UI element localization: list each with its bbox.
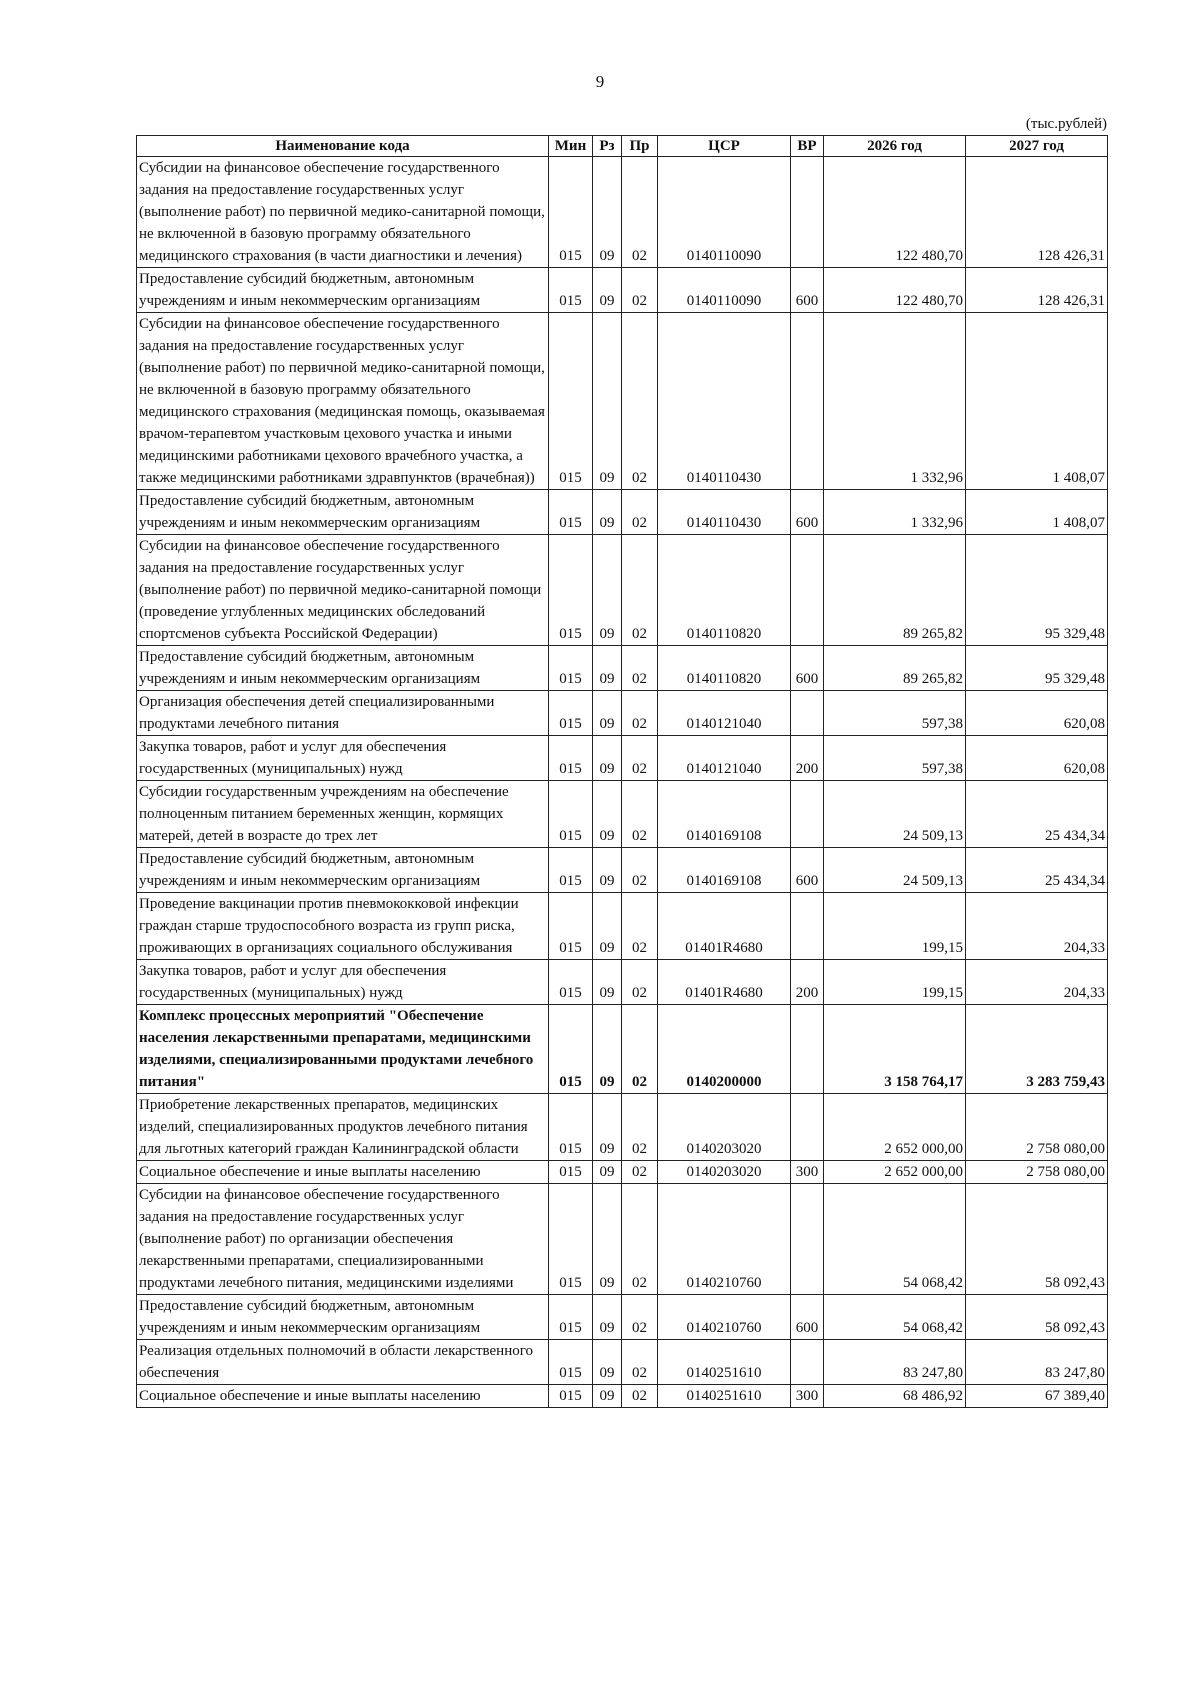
table-row xyxy=(137,1184,1108,1295)
table-row xyxy=(137,535,1108,646)
cell-vr: 200 xyxy=(791,736,824,781)
table-row xyxy=(137,313,1108,490)
cell-pr: 02 xyxy=(622,535,658,646)
cell-2027: 620,08 xyxy=(966,691,1108,736)
cell-rz: 09 xyxy=(593,1295,622,1340)
cell-rz: 09 xyxy=(593,1094,622,1161)
cell-vr xyxy=(791,157,824,268)
cell-min: 015 xyxy=(549,646,593,691)
cell-csr: 0140251610 xyxy=(658,1385,791,1408)
cell-pr: 02 xyxy=(622,691,658,736)
cell-min: 015 xyxy=(549,268,593,313)
cell-min: 015 xyxy=(549,960,593,1005)
cell-min: 015 xyxy=(549,1295,593,1340)
cell-pr: 02 xyxy=(622,736,658,781)
cell-2027: 58 092,43 xyxy=(966,1184,1108,1295)
cell-pr: 02 xyxy=(622,960,658,1005)
cell-vr: 200 xyxy=(791,960,824,1005)
cell-rz: 09 xyxy=(593,535,622,646)
cell-rz: 09 xyxy=(593,490,622,535)
cell-name: Закупка товаров, работ и услуг для обеспечения государственных (муниципальных) нужд xyxy=(137,736,549,781)
cell-2026: 89 265,82 xyxy=(824,646,966,691)
cell-min: 015 xyxy=(549,490,593,535)
cell-2026: 3 158 764,17 xyxy=(824,1005,966,1094)
cell-vr xyxy=(791,1005,824,1094)
cell-2026: 199,15 xyxy=(824,893,966,960)
cell-2027: 2 758 080,00 xyxy=(966,1094,1108,1161)
cell-csr: 0140121040 xyxy=(658,736,791,781)
header-min: Мин xyxy=(549,136,593,157)
cell-2027: 128 426,31 xyxy=(966,157,1108,268)
cell-csr: 01401R4680 xyxy=(658,893,791,960)
cell-vr xyxy=(791,313,824,490)
cell-rz: 09 xyxy=(593,646,622,691)
cell-rz: 09 xyxy=(593,1385,622,1408)
cell-vr xyxy=(791,1184,824,1295)
cell-2026: 24 509,13 xyxy=(824,781,966,848)
cell-pr: 02 xyxy=(622,781,658,848)
cell-2026: 122 480,70 xyxy=(824,268,966,313)
table-row xyxy=(137,1161,1108,1184)
cell-pr: 02 xyxy=(622,313,658,490)
cell-2026: 54 068,42 xyxy=(824,1295,966,1340)
header-pr: Пр xyxy=(622,136,658,157)
cell-min: 015 xyxy=(549,157,593,268)
cell-2027: 204,33 xyxy=(966,960,1108,1005)
cell-vr xyxy=(791,893,824,960)
cell-2026: 83 247,80 xyxy=(824,1340,966,1385)
cell-pr: 02 xyxy=(622,490,658,535)
cell-vr xyxy=(791,1094,824,1161)
cell-pr: 02 xyxy=(622,1161,658,1184)
cell-name: Социальное обеспечение и иные выплаты населению xyxy=(137,1161,549,1184)
cell-rz: 09 xyxy=(593,1340,622,1385)
cell-2027: 83 247,80 xyxy=(966,1340,1108,1385)
cell-csr: 0140200000 xyxy=(658,1005,791,1094)
cell-rz: 09 xyxy=(593,157,622,268)
cell-2026: 597,38 xyxy=(824,736,966,781)
cell-rz: 09 xyxy=(593,736,622,781)
cell-name: Проведение вакцинации против пневмококковой инфекции граждан старше трудоспособного возраста из групп риска, проживающих в организациях социального обслуживания xyxy=(137,893,549,960)
cell-2026: 68 486,92 xyxy=(824,1385,966,1408)
cell-2027: 95 329,48 xyxy=(966,535,1108,646)
table-row xyxy=(137,490,1108,535)
cell-pr: 02 xyxy=(622,848,658,893)
header-row xyxy=(137,136,1108,157)
table-row xyxy=(137,1005,1108,1094)
header-2026: 2026 год xyxy=(824,136,966,157)
cell-pr: 02 xyxy=(622,1385,658,1408)
cell-min: 015 xyxy=(549,1005,593,1094)
cell-2027: 67 389,40 xyxy=(966,1385,1108,1408)
cell-rz: 09 xyxy=(593,960,622,1005)
header-csr: ЦСР xyxy=(658,136,791,157)
page-number: 9 xyxy=(595,72,605,91)
cell-name: Реализация отдельных полномочий в области лекарственного обеспечения xyxy=(137,1340,549,1385)
cell-2027: 25 434,34 xyxy=(966,781,1108,848)
cell-min: 015 xyxy=(549,1385,593,1408)
cell-rz: 09 xyxy=(593,781,622,848)
header-name: Наименование кода xyxy=(137,136,549,157)
cell-rz: 09 xyxy=(593,1005,622,1094)
cell-2026: 24 509,13 xyxy=(824,848,966,893)
cell-csr: 0140110090 xyxy=(658,157,791,268)
cell-csr: 0140110820 xyxy=(658,535,791,646)
cell-rz: 09 xyxy=(593,1161,622,1184)
cell-csr: 0140110820 xyxy=(658,646,791,691)
table-row xyxy=(137,781,1108,848)
cell-vr: 600 xyxy=(791,1295,824,1340)
cell-rz: 09 xyxy=(593,893,622,960)
cell-name: Субсидии государственным учреждениям на обеспечение полноценным питанием беременных женщин, кормящих матерей, детей в возрасте до трех лет xyxy=(137,781,549,848)
cell-name: Субсидии на финансовое обеспечение государственного задания на предоставление государственных услуг (выполнение работ) по организации обеспечения лекарственными препаратами, специализированными продуктами лечебного питания, медицинскими изделиями xyxy=(137,1184,549,1295)
cell-name: Предоставление субсидий бюджетным, автономным учреждениям и иным некоммерческим организациям xyxy=(137,646,549,691)
cell-2026: 2 652 000,00 xyxy=(824,1161,966,1184)
table-row xyxy=(137,691,1108,736)
cell-min: 015 xyxy=(549,736,593,781)
cell-vr xyxy=(791,691,824,736)
cell-name: Комплекс процессных мероприятий "Обеспечение населения лекарственными препаратами, медицинскими изделиями, специализированными продуктами лечебного питания" xyxy=(137,1005,549,1094)
cell-2026: 89 265,82 xyxy=(824,535,966,646)
header-rz: Рз xyxy=(593,136,622,157)
cell-csr: 0140169108 xyxy=(658,781,791,848)
cell-csr: 0140251610 xyxy=(658,1340,791,1385)
budget-table xyxy=(136,135,1108,1408)
cell-vr: 600 xyxy=(791,490,824,535)
cell-min: 015 xyxy=(549,1340,593,1385)
cell-name: Предоставление субсидий бюджетным, автономным учреждениям и иным некоммерческим организациям xyxy=(137,268,549,313)
cell-name: Приобретение лекарственных препаратов, медицинских изделий, специализированных продуктов лечебного питания для льготных категорий граждан Калининградской области xyxy=(137,1094,549,1161)
cell-pr: 02 xyxy=(622,893,658,960)
table-row xyxy=(137,736,1108,781)
cell-min: 015 xyxy=(549,691,593,736)
cell-min: 015 xyxy=(549,1094,593,1161)
cell-2027: 2 758 080,00 xyxy=(966,1161,1108,1184)
cell-vr: 300 xyxy=(791,1161,824,1184)
cell-2026: 1 332,96 xyxy=(824,313,966,490)
cell-rz: 09 xyxy=(593,268,622,313)
cell-2026: 2 652 000,00 xyxy=(824,1094,966,1161)
cell-2027: 620,08 xyxy=(966,736,1108,781)
cell-2027: 1 408,07 xyxy=(966,313,1108,490)
cell-vr: 600 xyxy=(791,848,824,893)
cell-min: 015 xyxy=(549,535,593,646)
table-row xyxy=(137,1094,1108,1161)
table-row xyxy=(137,848,1108,893)
cell-pr: 02 xyxy=(622,268,658,313)
cell-pr: 02 xyxy=(622,1184,658,1295)
cell-vr xyxy=(791,535,824,646)
cell-2027: 1 408,07 xyxy=(966,490,1108,535)
cell-name: Предоставление субсидий бюджетным, автономным учреждениям и иным некоммерческим организациям xyxy=(137,1295,549,1340)
cell-2027: 95 329,48 xyxy=(966,646,1108,691)
cell-csr: 0140203020 xyxy=(658,1094,791,1161)
cell-pr: 02 xyxy=(622,157,658,268)
cell-name: Организация обеспечения детей специализированными продуктами лечебного питания xyxy=(137,691,549,736)
cell-name: Закупка товаров, работ и услуг для обеспечения государственных (муниципальных) нужд xyxy=(137,960,549,1005)
cell-name: Субсидии на финансовое обеспечение государственного задания на предоставление государственных услуг (выполнение работ) по первичной медико-санитарной помощи, не включенной в базовую программу обязательного медицинского страхования (в части диагностики и лечения) xyxy=(137,157,549,268)
cell-2026: 122 480,70 xyxy=(824,157,966,268)
cell-vr xyxy=(791,781,824,848)
cell-2026: 54 068,42 xyxy=(824,1184,966,1295)
cell-2026: 597,38 xyxy=(824,691,966,736)
cell-min: 015 xyxy=(549,1161,593,1184)
table-row xyxy=(137,1340,1108,1385)
cell-2027: 128 426,31 xyxy=(966,268,1108,313)
cell-csr: 0140203020 xyxy=(658,1161,791,1184)
cell-rz: 09 xyxy=(593,1184,622,1295)
cell-csr: 0140110430 xyxy=(658,490,791,535)
header-vr: ВР xyxy=(791,136,824,157)
cell-name: Предоставление субсидий бюджетным, автономным учреждениям и иным некоммерческим организациям xyxy=(137,848,549,893)
cell-min: 015 xyxy=(549,781,593,848)
units-label: (тыс.рублей) xyxy=(1025,116,1107,132)
cell-2027: 204,33 xyxy=(966,893,1108,960)
cell-name: Субсидии на финансовое обеспечение государственного задания на предоставление государственных услуг (выполнение работ) по первичной медико-санитарной помощи (проведение углубленных медицинских обследований спортсменов субъекта Российской Федерации) xyxy=(137,535,549,646)
cell-pr: 02 xyxy=(622,1005,658,1094)
cell-pr: 02 xyxy=(622,1340,658,1385)
table-row xyxy=(137,960,1108,1005)
cell-vr xyxy=(791,1340,824,1385)
table-row xyxy=(137,157,1108,268)
cell-rz: 09 xyxy=(593,313,622,490)
cell-csr: 0140121040 xyxy=(658,691,791,736)
cell-csr: 0140169108 xyxy=(658,848,791,893)
cell-name: Субсидии на финансовое обеспечение государственного задания на предоставление государственных услуг (выполнение работ) по первичной медико-санитарной помощи, не включенной в базовую программу обязательного медицинского страхования (медицинская помощь, оказываемая врачом-терапевтом участковым цехового участка и иными медицинскими работниками цехового врачебного участка, а также медицинскими работниками здравпунктов (врачебная)) xyxy=(137,313,549,490)
cell-min: 015 xyxy=(549,848,593,893)
cell-csr: 0140110090 xyxy=(658,268,791,313)
cell-2027: 25 434,34 xyxy=(966,848,1108,893)
cell-min: 015 xyxy=(549,893,593,960)
table-row xyxy=(137,268,1108,313)
table-row xyxy=(137,1385,1108,1408)
cell-2026: 1 332,96 xyxy=(824,490,966,535)
cell-min: 015 xyxy=(549,313,593,490)
cell-rz: 09 xyxy=(593,848,622,893)
cell-2026: 199,15 xyxy=(824,960,966,1005)
cell-pr: 02 xyxy=(622,646,658,691)
table-row xyxy=(137,1295,1108,1340)
cell-pr: 02 xyxy=(622,1295,658,1340)
cell-pr: 02 xyxy=(622,1094,658,1161)
cell-vr: 300 xyxy=(791,1385,824,1408)
cell-vr: 600 xyxy=(791,268,824,313)
cell-name: Социальное обеспечение и иные выплаты населению xyxy=(137,1385,549,1408)
cell-vr: 600 xyxy=(791,646,824,691)
cell-csr: 0140110430 xyxy=(658,313,791,490)
cell-2027: 3 283 759,43 xyxy=(966,1005,1108,1094)
table-row xyxy=(137,893,1108,960)
header-2027: 2027 год xyxy=(966,136,1108,157)
cell-name: Предоставление субсидий бюджетным, автономным учреждениям и иным некоммерческим организациям xyxy=(137,490,549,535)
cell-min: 015 xyxy=(549,1184,593,1295)
cell-csr: 0140210760 xyxy=(658,1184,791,1295)
cell-csr: 01401R4680 xyxy=(658,960,791,1005)
cell-rz: 09 xyxy=(593,691,622,736)
cell-2027: 58 092,43 xyxy=(966,1295,1108,1340)
cell-csr: 0140210760 xyxy=(658,1295,791,1340)
table-row xyxy=(137,646,1108,691)
